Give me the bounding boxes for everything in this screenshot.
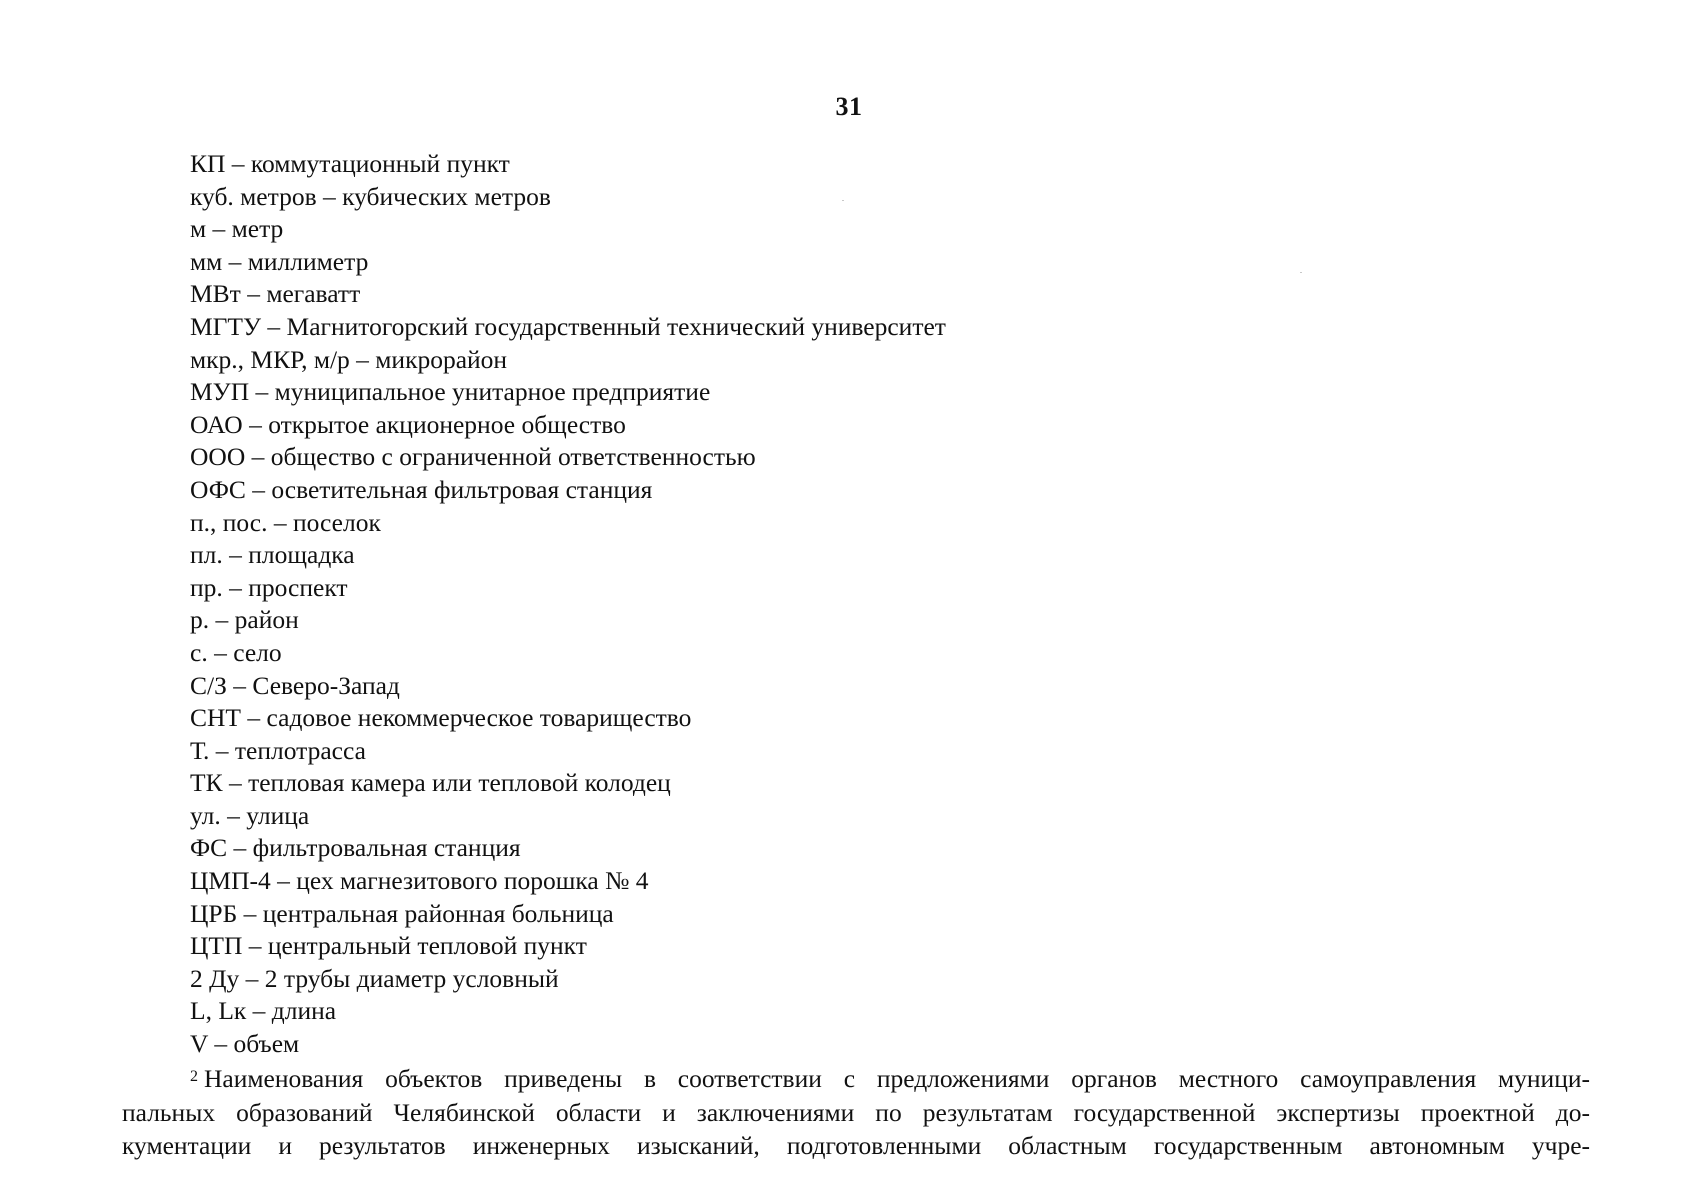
abbreviation-item: ЦМП-4 – цех магнезитового порошка № 4: [190, 866, 649, 896]
abbreviation-item: ЦТП – центральный тепловой пункт: [190, 931, 587, 961]
abbreviation-item: ООО – общество с ограниченной ответственностью: [190, 442, 756, 472]
abbreviation-item: мкр., МКР, м/р – микрорайон: [190, 344, 508, 374]
abbreviation-item: МВт – мегаватт: [190, 279, 361, 309]
abbreviation-item: ул. – улица: [190, 800, 310, 830]
abbreviation-item: ЦРБ – центральная районная больница: [190, 898, 614, 928]
abbreviation-item: ТК – тепловая камера или тепловой колодец: [190, 768, 671, 798]
footnote-line: пальных образований Челябинской области и заключениями по результатам государственной экспертизы проектной до-: [122, 1097, 1590, 1127]
abbreviation-item: ОАО – открытое акционерное общество: [190, 409, 626, 439]
page-number: 31: [835, 92, 863, 121]
abbreviation-item: пр. – проспект: [190, 572, 348, 602]
abbreviation-item: куб. метров – кубических метров: [190, 181, 551, 211]
abbreviation-item: пл. – площадка: [190, 540, 355, 570]
footnote-marker: 2: [190, 1068, 198, 1085]
abbreviation-item: С/З – Северо-Запад: [190, 670, 400, 700]
abbreviation-item: мм – миллиметр: [190, 246, 369, 276]
footnote-line: [122, 1062, 1590, 1096]
footnote-text: Наименования объектов приведены в соответствии с предложениями органов местного самоуправления муници-: [204, 1064, 1590, 1093]
footnote: [122, 1062, 1590, 1163]
abbreviation-item: КП – коммутационный пункт: [190, 149, 510, 178]
abbreviation-item: СНТ – садовое некоммерческое товарищество: [190, 703, 692, 733]
abbreviation-item: L, Lк – длина: [190, 996, 337, 1026]
abbreviation-item: м – метр: [190, 214, 284, 244]
scan-artifact: [842, 200, 844, 201]
abbreviation-item: ФС – фильтровальная станция: [190, 833, 521, 863]
abbreviation-list: [190, 148, 1490, 1061]
abbreviation-item: 2 Ду – 2 трубы диаметр условный: [190, 963, 559, 993]
abbreviation-item: Т. – теплотрасса: [190, 735, 366, 765]
abbreviation-item: п., пос. – поселок: [190, 507, 381, 537]
abbreviation-item: МГТУ – Магнитогорский государственный технический университет: [190, 311, 946, 341]
abbreviation-item: МУП – муниципальное унитарное предприятие: [190, 377, 711, 407]
abbreviation-item: с. – село: [190, 637, 282, 667]
footnote-line: кументации и результатов инженерных изысканий, подготовленными областным государственным автономным учре-: [122, 1131, 1590, 1160]
abbreviation-item: V – объем: [190, 1029, 300, 1059]
scan-artifact: [1300, 272, 1302, 273]
abbreviation-item: р. – район: [190, 605, 299, 635]
abbreviation-item: ОФС – осветительная фильтровая станция: [190, 474, 653, 504]
